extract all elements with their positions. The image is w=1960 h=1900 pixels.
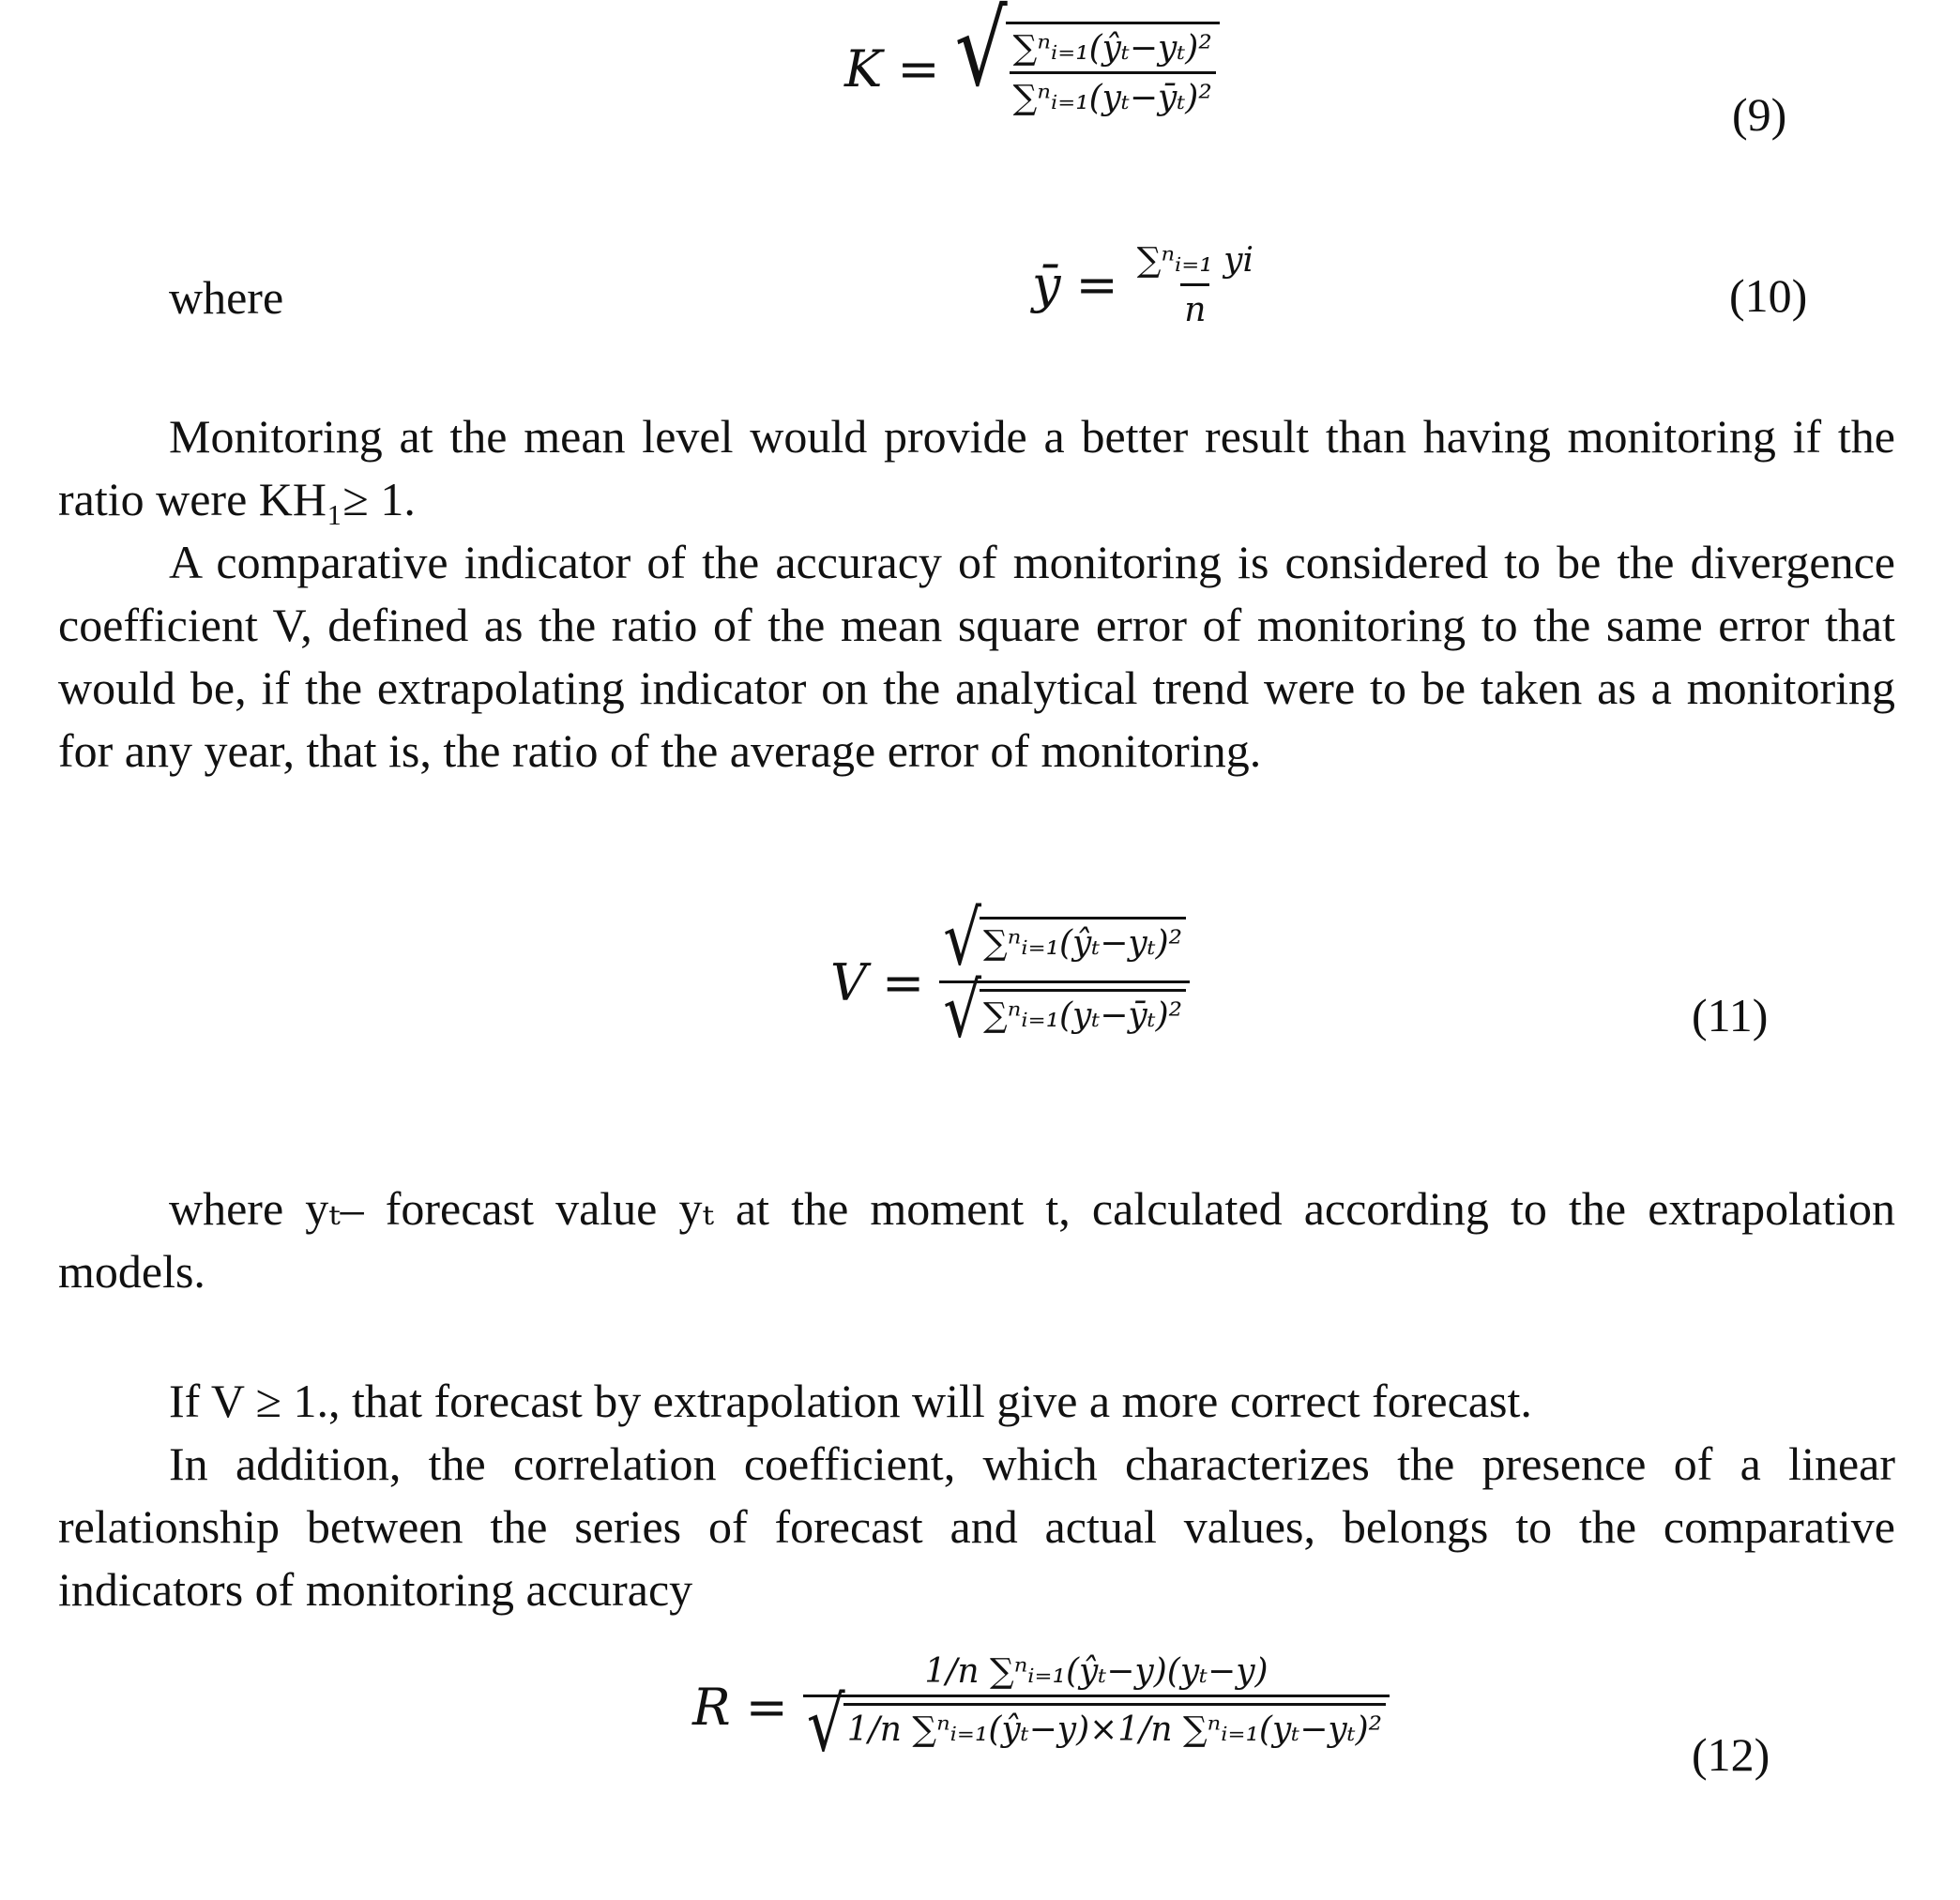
eq11-equals: = xyxy=(882,952,925,1012)
paragraph-1 xyxy=(58,405,1895,531)
eq12-numerator: 1/n ∑ⁿᵢ₌₁(ŷₜ−y)(yₜ−y) xyxy=(924,1652,1269,1691)
paragraph-5-text: In addition, the correlation coefficient, which characterizes the presence of a linear relationship between the series of forecast and actual values, belongs to the comparative indicators of monitoring accuracy xyxy=(58,1437,1895,1616)
eq12-number: (12) xyxy=(1692,1728,1770,1781)
radical-sign: √ xyxy=(954,0,1008,110)
eq12-denominator: 1/n ∑ⁿᵢ₌₁(ŷₜ−y)×1/n ∑ⁿᵢ₌₁(yₜ−yₜ)² xyxy=(843,1703,1386,1763)
eq9-equals: = xyxy=(897,38,940,99)
eq9-numerator: ∑ⁿᵢ₌₁(ŷₜ−yₜ)² xyxy=(1012,29,1212,68)
paragraph-4 xyxy=(58,1370,1895,1433)
eq10-denominator: n xyxy=(1180,283,1209,329)
eq10-lhs: ȳ xyxy=(1032,255,1061,315)
eq9-lhs: K xyxy=(844,38,883,99)
eq9-number: (9) xyxy=(1732,88,1787,141)
paragraph-4-text: If V ≥ 1., that forecast by extrapolation will give a more correct forecast. xyxy=(169,1375,1532,1427)
eq12-den-sqrt: √ 1/n ∑ⁿᵢ₌₁(ŷₜ−y)×1/n ∑ⁿᵢ₌₁(yₜ−yₜ)² xyxy=(807,1703,1386,1763)
eq11-denominator: ∑ⁿᵢ₌₁(yₜ−ȳₜ)² xyxy=(980,989,1186,1049)
eq11-number: (11) xyxy=(1692,989,1769,1041)
paragraph-2 xyxy=(58,531,1895,783)
eq10-lead: where xyxy=(169,271,284,324)
eq11-numerator: ∑ⁿᵢ₌₁(ŷₜ−yₜ)² xyxy=(980,917,1186,977)
eq12-equals: = xyxy=(745,1678,788,1738)
paragraph-3 xyxy=(58,1178,1895,1303)
paragraph-5 xyxy=(58,1433,1895,1621)
eq11-lhs: V xyxy=(830,952,867,1012)
eq10-equals: = xyxy=(1075,255,1118,315)
eq10-numerator: ∑ⁿᵢ₌₁ yi xyxy=(1136,241,1254,280)
eq11-den-sqrt: √ ∑ⁿᵢ₌₁(yₜ−ȳₜ)² xyxy=(943,989,1186,1049)
paragraph-3-text: where yₜ– forecast value yₜ at the moment t, calculated according to the extrapolation models. xyxy=(58,1182,1895,1298)
eq10-number: (10) xyxy=(1729,269,1808,322)
eq9-sqrt xyxy=(954,0,1220,117)
eq9-denominator: ∑ⁿᵢ₌₁(yₜ−ȳₜ)² xyxy=(1010,71,1216,117)
paragraph-2-text: A comparative indicator of the accuracy of monitoring is considered to be the divergence coefficient V, defined as the ratio of the mean square error of monitoring to the same error that would be, if the extrapolating indicator on the analytical trend were to be taken as a monitoring for any year, that is, the ratio of the average error of monitoring. xyxy=(58,536,1895,777)
paragraph-1-text: Monitoring at the mean level would provide a better result than having monitoring if the ratio were KH₁≥ 1. xyxy=(58,410,1895,525)
eq11-num-sqrt: √ ∑ⁿᵢ₌₁(ŷₜ−yₜ)² xyxy=(943,917,1186,977)
eq12-lhs: R xyxy=(692,1678,731,1738)
